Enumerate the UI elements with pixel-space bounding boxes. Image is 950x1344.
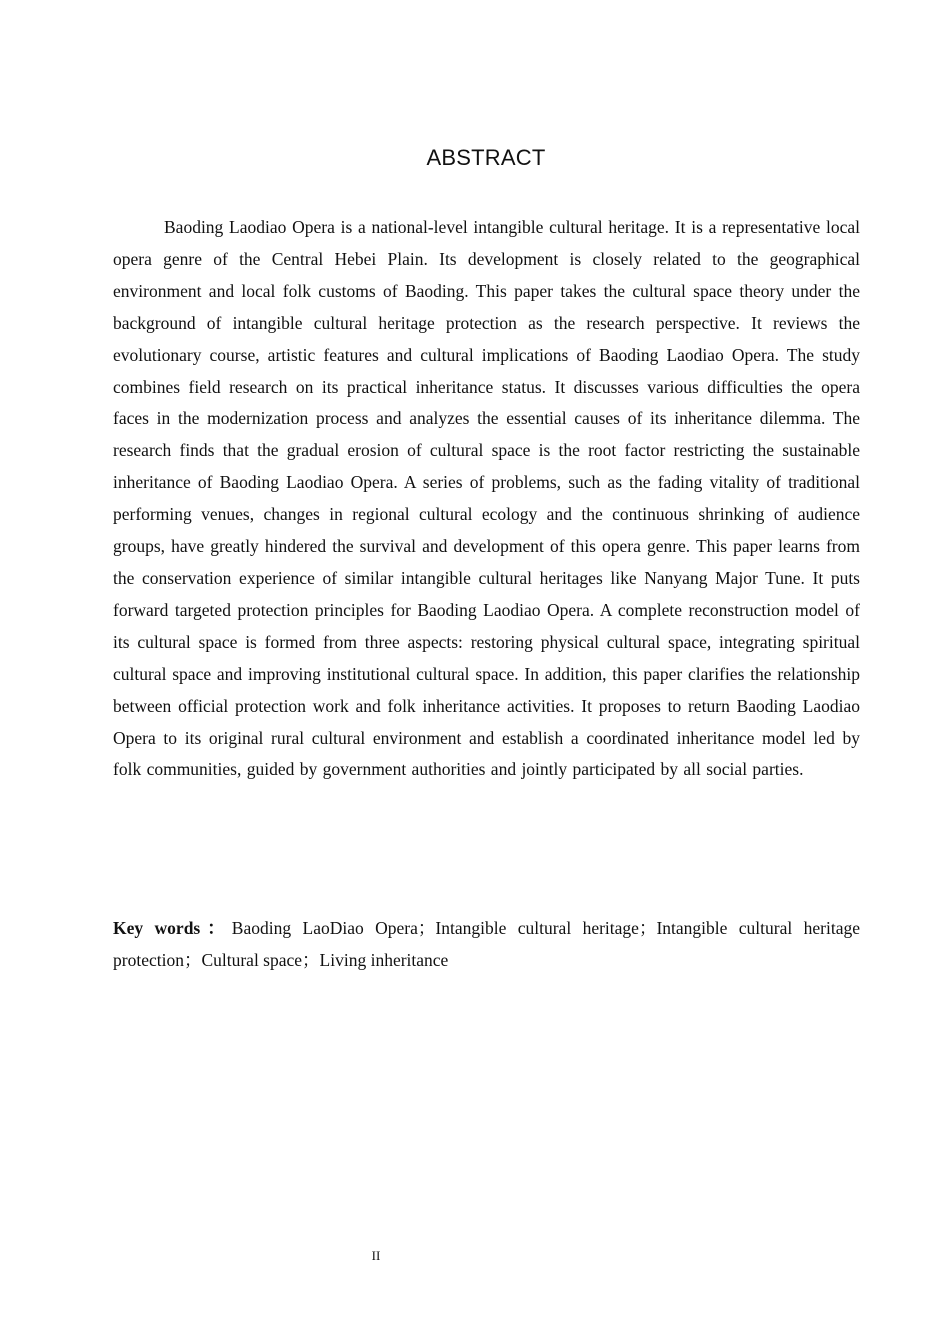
abstract-title: ABSTRACT [426,145,546,170]
abstract-body: Baoding Laodiao Opera is a national-level intangible cultural heritage. It is a representative local opera genre of the Central Hebei Plain. Its development is closely related to the geographical environment and local folk customs of Baoding. This paper takes the cultural space theory under the background of intangible cultural heritage protection as the research perspective. It reviews the evolutionary course, artistic features and cultural implications of Baoding Laodiao Opera. The study combines field research on its practical inheritance status. It discusses various difficulties the opera faces in the modernization process and analyzes the essential causes of its inheritance dilemma. The research finds that the gradual erosion of cultural space is the root factor restricting the sustainable inheritance of Baoding Laodiao Opera. A series of problems, such as the fading vitality of traditional performing venues, changes in regional cultural ecology and the continuous shrinking of audience groups, have greatly hindered the survival and development of this opera genre. This paper learns from the conservation experience of similar intangible cultural heritages like Nanyang Major Tune. It puts forward targeted protection principles for Baoding Laodiao Opera. A complete reconstruction model of its cultural space is formed from three aspects: restoring physical cultural space, integrating spiritual cultural space and improving institutional cultural space. In addition, this paper clarifies the relationship between official protection work and folk inheritance activities. It proposes to return Baoding Laodiao Opera to its original rural cultural environment and establish a coordinated inheritance model led by folk communities, guided by government authorities and jointly participated by all social parties. [113,217,860,780]
keywords-line [113,913,860,977]
page-number: II [371,1248,381,1263]
keywords-label: Key words： [113,918,232,938]
keywords-text: Baoding LaoDiao Opera；Intangible cultural heritage；Intangible cultural heritage protection；Cultural space；Living inheritance [113,918,861,970]
